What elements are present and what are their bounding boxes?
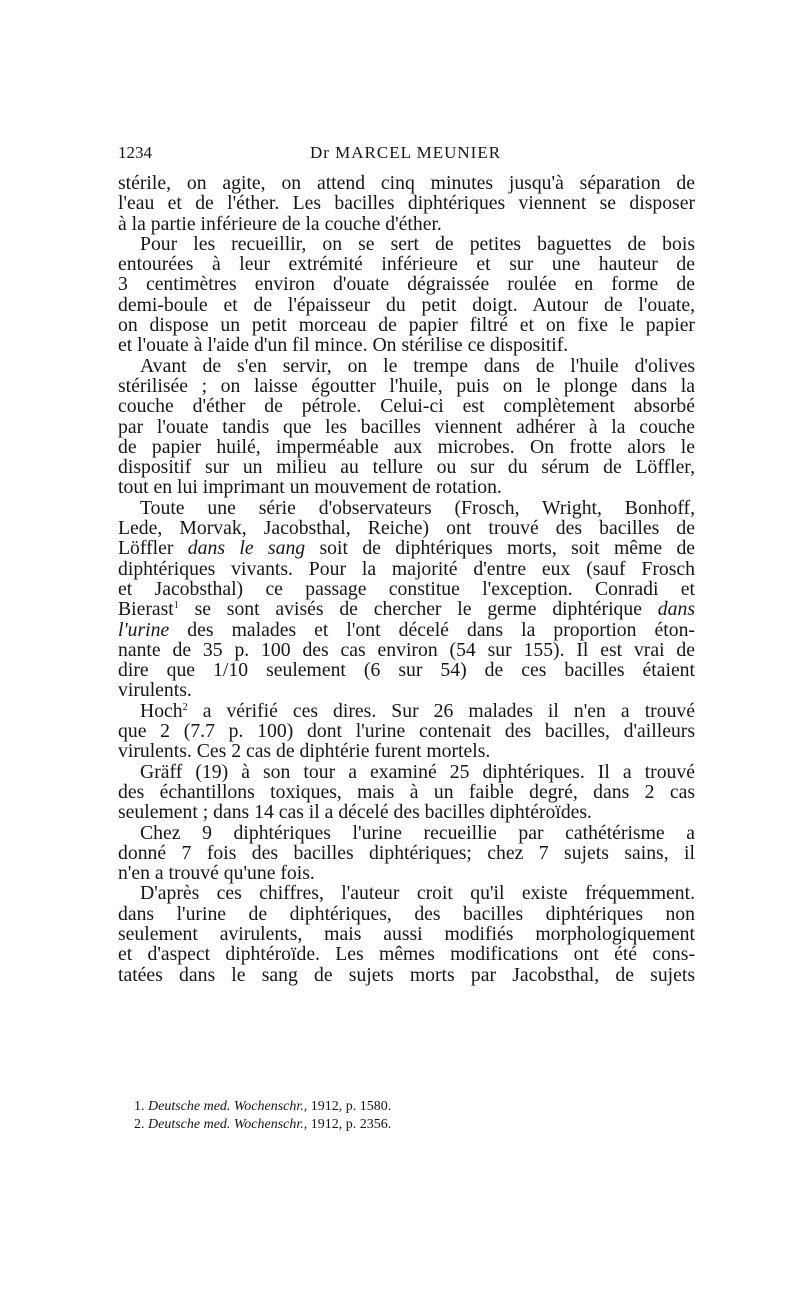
footnote-marker: 2 (182, 701, 188, 713)
text-line: par l'ouate tandis que les bacilles viennent adhérer à la couche (118, 415, 695, 438)
italic-text: l'urine (118, 618, 170, 641)
footnote (134, 1098, 694, 1116)
text-line: 3 centimètres environ d'ouate dégraissée roulée en forme de (118, 273, 695, 296)
text-line: seulement ; dans 14 cas il a décelé des bacilles diphtéroïdes. (118, 801, 592, 824)
text-line: virulents. Ces 2 cas de diphtérie furent mortels. (118, 740, 491, 763)
text-line: tout en lui imprimant un mouvement de rotation. (118, 476, 502, 499)
text-line: de papier huilé, imperméable aux microbes. On frotte alors le (118, 435, 695, 458)
page-header (118, 143, 693, 167)
text-line: seulement avirulents, mais aussi modifiés morphologiquement (118, 922, 695, 945)
footnotes (134, 1098, 694, 1134)
text-line: l'urine des malades et l'ont décelé dans la proportion éton- (118, 618, 695, 641)
text-line: demi-boule et de l'épaisseur du petit doigt. Autour de l'ouate, (118, 293, 695, 316)
text-line: l'eau et de l'éther. Les bacilles diphtériques viennent se disposer (118, 192, 695, 215)
text-line: des échantillons toxiques, mais à un faible degré, dans 2 cas (118, 780, 695, 803)
text-line: tatées dans le sang de sujets morts par Jacobsthal, de sujets (118, 963, 695, 986)
text-line: et Jacobsthal) ce passage constitue l'exception. Conradi et (118, 577, 695, 600)
text-line: Löffler dans le sang soit de diphtériques morts, soit même de (118, 537, 696, 560)
footnote-number: 2. (134, 1117, 148, 1132)
text-line: virulents. (118, 679, 192, 702)
text-line: stérile, on agite, on attend cinq minutes jusqu'à séparation de (118, 172, 695, 194)
text-line: et l'ouate à l'aide d'un fil mince. On stérilise ce dispositif. (118, 334, 569, 357)
paragraph (118, 762, 695, 823)
footnote-reference: 1912, p. 2356. (307, 1117, 392, 1132)
text-line: à la partie inférieure de la couche d'éther. (118, 212, 442, 235)
footnote-source: Deutsche med. Wochenschr., (148, 1099, 308, 1114)
paragraph (118, 498, 695, 701)
paragraph (118, 823, 695, 884)
text-line: diphtériques vivants. Pour la majorité d'entre eux (sauf Frosch (118, 557, 695, 580)
text-line: Chez 9 diphtériques l'urine recueillie par cathétérisme a (140, 821, 695, 844)
text-line: entourées à leur extrémité inférieure et sur une hauteur de (118, 253, 695, 276)
text-line: Hoch$^2$ a vérifié ces dires. Sur 26 malades il n'en a trouvé (140, 699, 695, 722)
footnote-marker: 1 (173, 600, 179, 612)
text-line: Pour les recueillir, on se sert de petites baguettes de bois (140, 232, 695, 255)
text-line: Toute une série d'observateurs (Frosch, Wright, Bonhoff, (140, 496, 695, 519)
footnote-number: 1. (134, 1099, 148, 1114)
text-line: dire que 1/10 seulement (6 sur 54) de ces bacilles étaient (118, 659, 695, 682)
paragraph (118, 701, 695, 762)
running-head: Dr MARCEL MEUNIER (309, 143, 502, 162)
italic-text: dans le sang (187, 537, 306, 560)
text-line: Avant de s'en servir, on le trempe dans de l'huile d'olives (140, 354, 695, 377)
text-line: stérilisée ; on laisse égoutter l'huile, puis on le plonge dans la (118, 374, 695, 397)
text-line: que 2 (7.7 p. 100) dont l'urine contenait des bacilles, d'ailleurs (118, 720, 695, 743)
paragraph (118, 234, 695, 356)
paragraph (118, 356, 695, 498)
body-text (118, 173, 695, 985)
italic-text: dans (657, 598, 695, 621)
text-line: n'en a trouvé qu'une fois. (118, 862, 315, 885)
text-line: dispositif sur un milieu au tellure ou sur du sérum de Löffler, (118, 456, 695, 479)
text-line: Gräff (19) à son tour a examiné 25 diphtériques. Il a trouvé (140, 760, 695, 783)
text-line: couche d'éther de pétrole. Celui-ci est complètement absorbé (118, 395, 695, 418)
paragraph (118, 883, 695, 984)
text-line: Bierast$^1$ se sont avisés de chercher le germe diphtérique dans (118, 598, 695, 621)
footnote-source: Deutsche med. Wochenschr., (148, 1117, 308, 1132)
text-line: Lede, Morvak, Jacobsthal, Reiche) ont trouvé des bacilles de (118, 517, 695, 540)
text-line: et d'aspect diphtéroïde. Les mêmes modifications ont été cons- (118, 943, 695, 966)
page-number: 1234 (118, 143, 152, 162)
text-line: nante de 35 p. 100 des cas environ (54 sur 155). Il est vrai de (118, 638, 695, 661)
text-line: D'après ces chiffres, l'auteur croit qu'il existe fréquemment. (140, 882, 695, 905)
footnote (134, 1116, 694, 1134)
footnote-reference: 1912, p. 1580. (307, 1099, 392, 1114)
paragraph (118, 173, 695, 234)
text-line: on dispose un petit morceau de papier filtré et on fixe le papier (118, 314, 695, 337)
text-line: dans l'urine de diphtériques, des bacilles diphtériques non (118, 902, 695, 925)
text-line: donné 7 fois des bacilles diphtériques; chez 7 sujets sains, il (118, 841, 695, 864)
